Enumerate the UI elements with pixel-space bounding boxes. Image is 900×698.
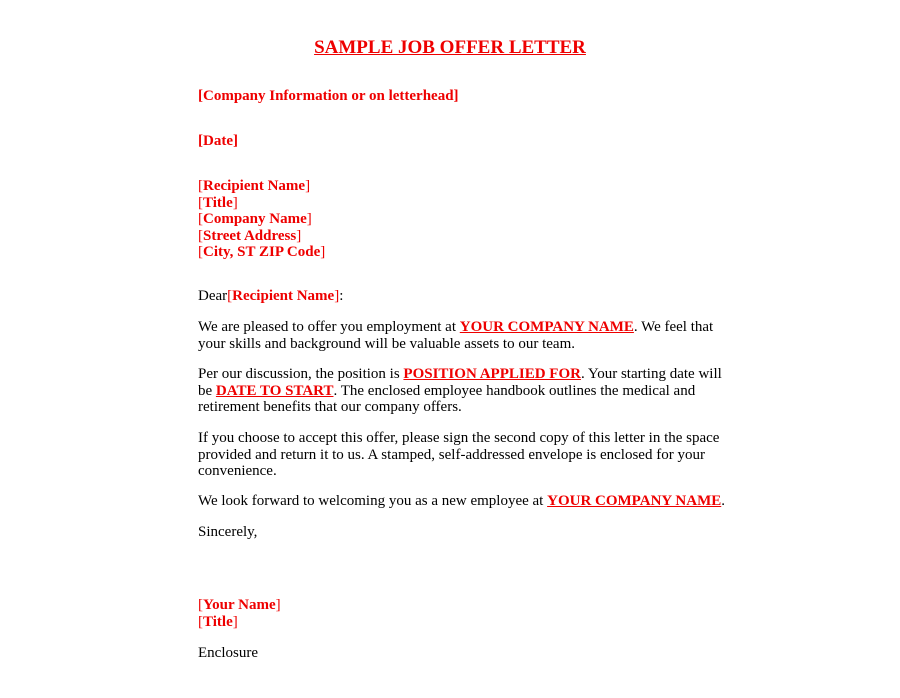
salutation-name: Recipient Name: [232, 288, 335, 304]
close-bracket: ]: [232, 194, 238, 211]
letter-title: SAMPLE JOB OFFER LETTER: [314, 37, 586, 58]
letter-date: [198, 133, 718, 150]
signature-name-line: [198, 597, 718, 614]
salutation-line: [198, 288, 718, 305]
closing-text: Sincerely,: [198, 524, 258, 540]
paragraph-4: [198, 493, 725, 510]
recipient-name-line: [198, 178, 718, 195]
recipient-name: Recipient Name: [203, 178, 306, 194]
recipient-city-line: [198, 244, 718, 261]
close-bracket: ]: [320, 244, 326, 260]
paragraph-1-line-2: your skills and background will be valuable assets to our team.: [198, 335, 575, 352]
close-bracket: ]: [334, 288, 340, 304]
close-bracket: ]: [306, 211, 312, 227]
open-bracket: [: [198, 211, 203, 227]
text-run: We are pleased to offer you employment at: [198, 319, 460, 335]
salutation: [198, 288, 718, 305]
open-bracket: [: [198, 613, 203, 630]
open-bracket: [: [198, 597, 203, 613]
salutation-suffix: :: [339, 288, 344, 304]
paragraph-1-line-1: [198, 319, 718, 336]
enclosure-text: Enclosure: [198, 645, 258, 661]
paragraph-1: [198, 319, 718, 352]
signature-title: Title: [203, 613, 233, 630]
text-run: be: [198, 382, 216, 399]
recipient-company-line: [198, 211, 718, 228]
enclosure: [198, 645, 718, 662]
close-bracket: ]: [296, 227, 302, 244]
paragraph-3-line-2: provided and return it to us. A stamped, self-addressed envelope is enclosed for your: [198, 446, 705, 463]
recipient-address: [198, 178, 718, 261]
signature-title-line: [198, 614, 718, 631]
open-bracket: [: [198, 178, 203, 194]
paragraph-3-line-1: If you choose to accept this offer, please sign the second copy of this letter in the space: [198, 430, 720, 446]
text-run: . Your starting date will: [580, 366, 722, 382]
paragraph-4-line-1: [198, 493, 725, 510]
paragraph-3-line-3: convenience.: [198, 463, 277, 479]
close-bracket: ]: [232, 613, 238, 630]
paragraph-2-line-2: [198, 383, 718, 400]
paragraph-3: [198, 430, 718, 480]
salutation-prefix: Dear: [198, 288, 228, 304]
company-info-placeholder: [Company Information or on letterhead]: [198, 88, 459, 104]
paragraph-2-line-1: [198, 366, 722, 383]
recipient-title: Title: [203, 194, 233, 211]
text-run: .: [721, 493, 725, 509]
position-placeholder: POSITION APPLIED FOR: [403, 366, 581, 382]
text-run: . The enclosed employee handbook outlines the medical and: [333, 382, 696, 399]
open-bracket: [: [198, 244, 203, 260]
recipient-street-line: [198, 228, 718, 245]
recipient-city: City, ST ZIP Code: [203, 244, 321, 260]
paragraph-2-line-3: retirement benefits that our company offers.: [198, 399, 462, 415]
recipient-street: Street Address: [203, 227, 297, 244]
text-run: Per our discussion, the position is: [198, 366, 404, 382]
open-bracket: [: [198, 227, 203, 244]
company-name-placeholder: YOUR COMPANY NAME: [547, 493, 722, 509]
signature-name: Your Name: [203, 597, 276, 613]
closing: [198, 524, 718, 541]
date-placeholder: [Date]: [198, 133, 238, 149]
company-name-placeholder: YOUR COMPANY NAME: [459, 319, 634, 335]
open-bracket: [: [227, 288, 233, 304]
recipient-title-line: [198, 195, 718, 212]
start-date-placeholder: DATE TO START: [215, 382, 334, 399]
close-bracket: ]: [305, 178, 311, 194]
open-bracket: [: [198, 194, 203, 211]
text-run: . We feel that: [633, 319, 714, 335]
signature-block: [198, 597, 718, 630]
paragraph-2: [198, 366, 722, 416]
recipient-company: Company Name: [203, 211, 307, 227]
text-run: We look forward to welcoming you as a new employee at: [198, 493, 548, 509]
close-bracket: ]: [275, 597, 281, 613]
company-info: [198, 88, 718, 105]
